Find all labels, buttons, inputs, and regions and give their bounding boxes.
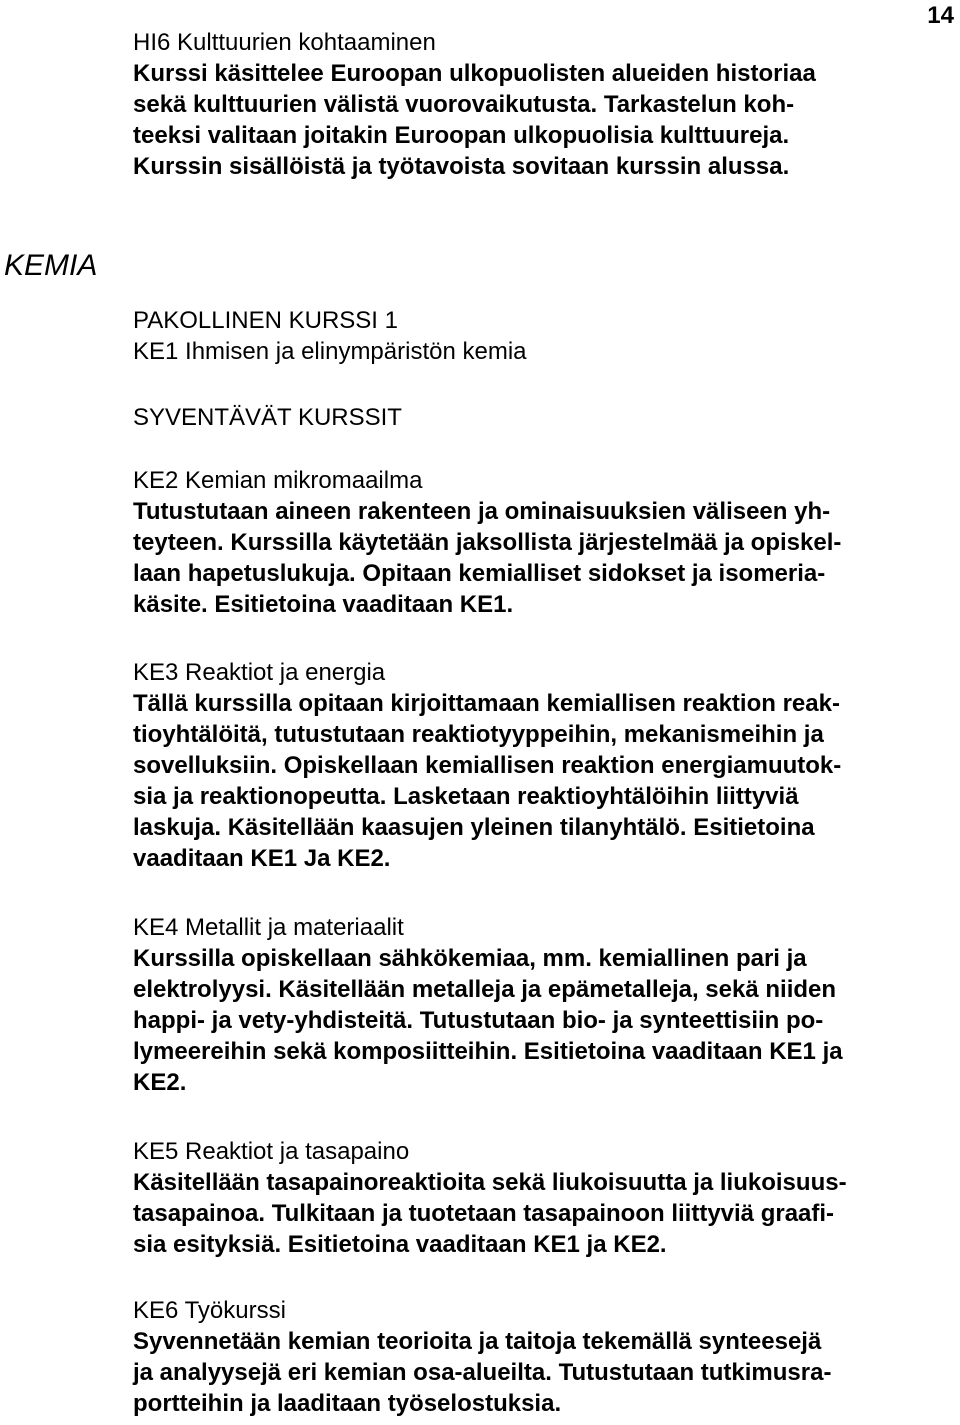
course-description-line: ja analyysejä eri kemian osa-alueilta. Tutustutaan tutkimusra-	[133, 1359, 832, 1386]
course-description-line: laan hapetuslukuja. Opitaan kemialliset sidokset ja isomeria-	[133, 560, 826, 587]
course-ke5	[133, 1136, 955, 1260]
course-ke4	[133, 912, 955, 1098]
course-description-line: Syvennetään kemian teorioita ja taitoja tekemällä synteesejä	[133, 1328, 822, 1355]
course-description-line: vaaditaan KE1 Ja KE2.	[133, 845, 391, 872]
page-number: 14	[927, 2, 954, 29]
course-ke6	[133, 1295, 955, 1419]
course-description-line: elektrolyysi. Käsitellään metalleja ja epämetalleja, sekä niiden	[133, 976, 837, 1003]
course-description-line: käsite. Esitietoina vaaditaan KE1.	[133, 591, 514, 618]
course-description-line: lymeereihin sekä komposiitteihin. Esitietoina vaaditaan KE1 ja	[133, 1038, 843, 1065]
advanced-section	[133, 402, 955, 433]
course-ke2	[133, 465, 955, 620]
hi6-description-line: Kurssin sisällöistä ja työtavoista sovitaan kurssin alussa.	[133, 153, 790, 180]
mandatory-heading: PAKOLLINEN KURSSI 1	[133, 307, 398, 334]
course-title: KE3 Reaktiot ja energia	[133, 659, 386, 686]
course-description-line: portteihin ja laaditaan työselostuksia.	[133, 1390, 562, 1417]
course-title: KE2 Kemian mikromaailma	[133, 467, 423, 494]
hi6-description-line: Kurssi käsittelee Euroopan ulkopuolisten alueiden historiaa	[133, 60, 816, 87]
hi6-section	[133, 27, 955, 182]
course-description-line: teyteen. Kurssilla käytetään jaksollista järjestelmää ja opiskel-	[133, 529, 842, 556]
hi6-description-line: teeksi valitaan joitakin Euroopan ulkopuolisia kulttuureja.	[133, 122, 790, 149]
course-description-line: Tällä kurssilla opitaan kirjoittamaan kemiallisen reaktion reak-	[133, 690, 840, 717]
course-description-line: Kurssilla opiskellaan sähkökemiaa, mm. kemiallinen pari ja	[133, 945, 807, 972]
course-description-line: laskuja. Käsitellään kaasujen yleinen tilanyhtälö. Esitietoina	[133, 814, 815, 841]
course-description-line: sia ja reaktionopeutta. Lasketaan reaktioyhtälöihin liittyviä	[133, 783, 799, 810]
hi6-description-line: sekä kulttuurien välistä vuorovaikutusta. Tarkastelun koh-	[133, 91, 795, 118]
advanced-heading: SYVENTÄVÄT KURSSIT	[133, 404, 402, 431]
course-description-line: sovelluksiin. Opiskellaan kemiallisen reaktion energiamuutok-	[133, 752, 842, 779]
course-description-line: KE2.	[133, 1069, 187, 1096]
course-description-line: Käsitellään tasapainoreaktioita sekä liukoisuutta ja liukoisuus-	[133, 1169, 847, 1196]
course-title: KE4 Metallit ja materiaalit	[133, 914, 404, 941]
course-title: KE5 Reaktiot ja tasapaino	[133, 1138, 410, 1165]
course-description-line: Tutustutaan aineen rakenteen ja ominaisuuksien väliseen yh-	[133, 498, 831, 525]
course-description-line: tioyhtälöitä, tutustutaan reaktiotyyppeihin, mekanismeihin ja	[133, 721, 824, 748]
course-description-line: sia esityksiä. Esitietoina vaaditaan KE1 ja KE2.	[133, 1231, 667, 1258]
course-ke3	[133, 657, 955, 874]
subject-title: KEMIA	[4, 249, 98, 282]
course-title: KE6 Työkurssi	[133, 1297, 286, 1324]
mandatory-section	[133, 305, 955, 367]
course-description-line: tasapainoa. Tulkitaan ja tuotetaan tasapainoon liittyviä graafi-	[133, 1200, 835, 1227]
hi6-course-title: HI6 Kulttuurien kohtaaminen	[133, 29, 436, 56]
course-description-line: happi- ja vety-yhdisteitä. Tutustutaan bio- ja synteettisiin po-	[133, 1007, 824, 1034]
mandatory-course-title: KE1 Ihmisen ja elinympäristön kemia	[133, 338, 527, 365]
